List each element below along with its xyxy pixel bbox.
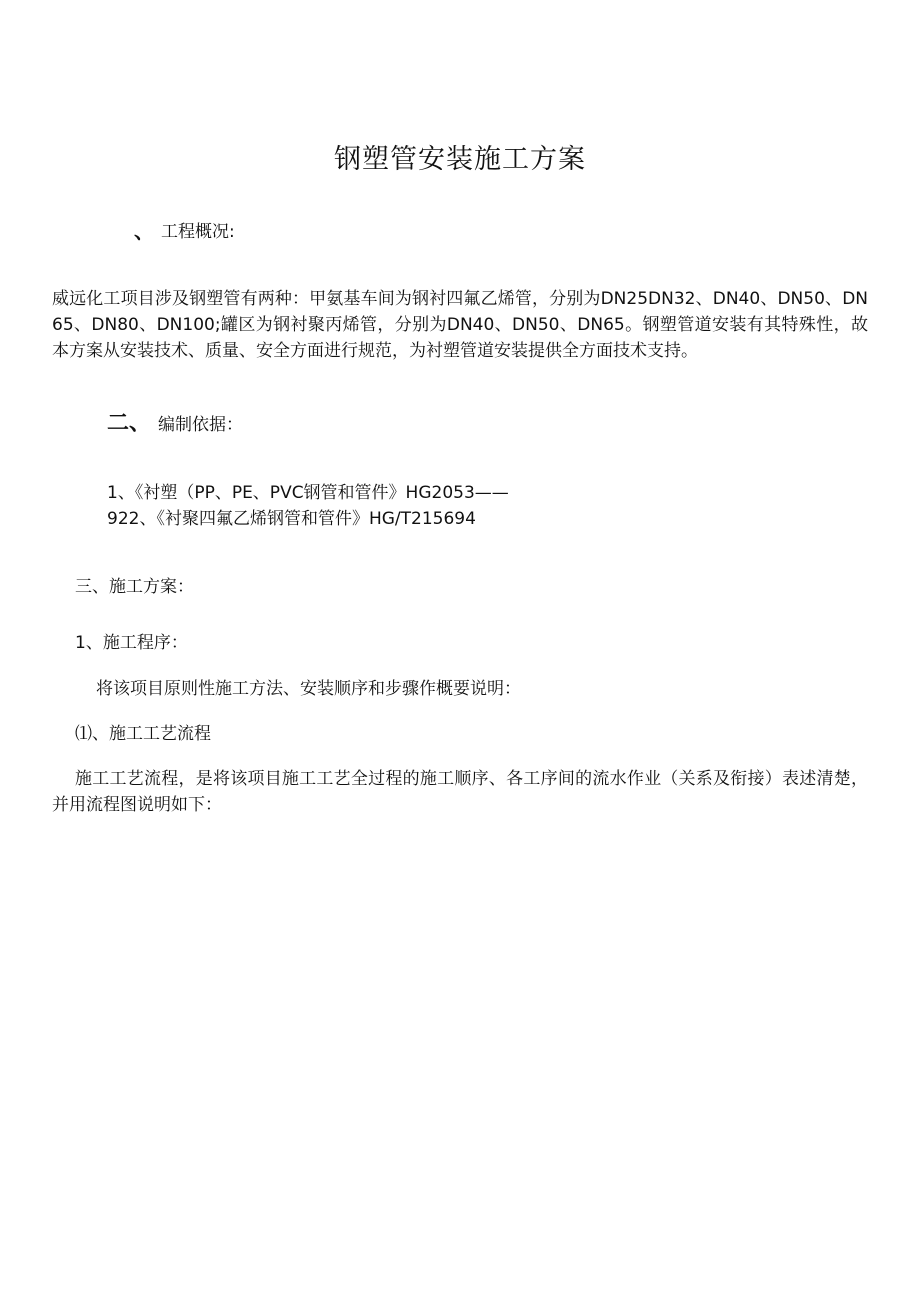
reference-item-2: 922、《衬聚四氟乙烯钢管和管件》HG/T215694 (107, 509, 476, 529)
section1-heading: 工程概况: (161, 222, 235, 242)
procedure-note: 将该项目原则性施工方法、安装顺序和步骤作概要说明： (96, 679, 521, 699)
document-title: 钢塑管安装施工方案 (334, 144, 586, 175)
overview-paragraph: 威远化工项目涉及钢塑管有两种：甲氨基车间为钢衬四氟乙烯管，分别为DN25DN32、DN40、DN50、DN65、DN80、DN100;罐区为钢衬聚丙烯管，分别为DN40、DN50、DN65。钢塑管道安装有其特殊性，故本方案从安装技术、质量、安全方面进行规范，为衬塑管道安装提供全方面技术支持。 (52, 289, 868, 361)
section2-marker: 二、 (107, 411, 152, 436)
reference-item-1: 1、《衬塑（PP、PE、PVC钢管和管件》HG2053—— (107, 483, 509, 503)
section3-heading: 三、施工方案： (75, 577, 194, 597)
section1-marker: 、 (134, 219, 154, 243)
item1-heading: ⑴、施工工艺流程 (75, 724, 211, 744)
subsection1-heading: 1、施工程序： (75, 633, 188, 653)
process-paragraph: 施工工艺流程，是将该项目施工工艺全过程的施工顺序、各工序间的流水作业（关系及衔接）表述清楚，并用流程图说明如下： (52, 769, 868, 815)
section2-heading: 编制依据： (158, 415, 243, 435)
